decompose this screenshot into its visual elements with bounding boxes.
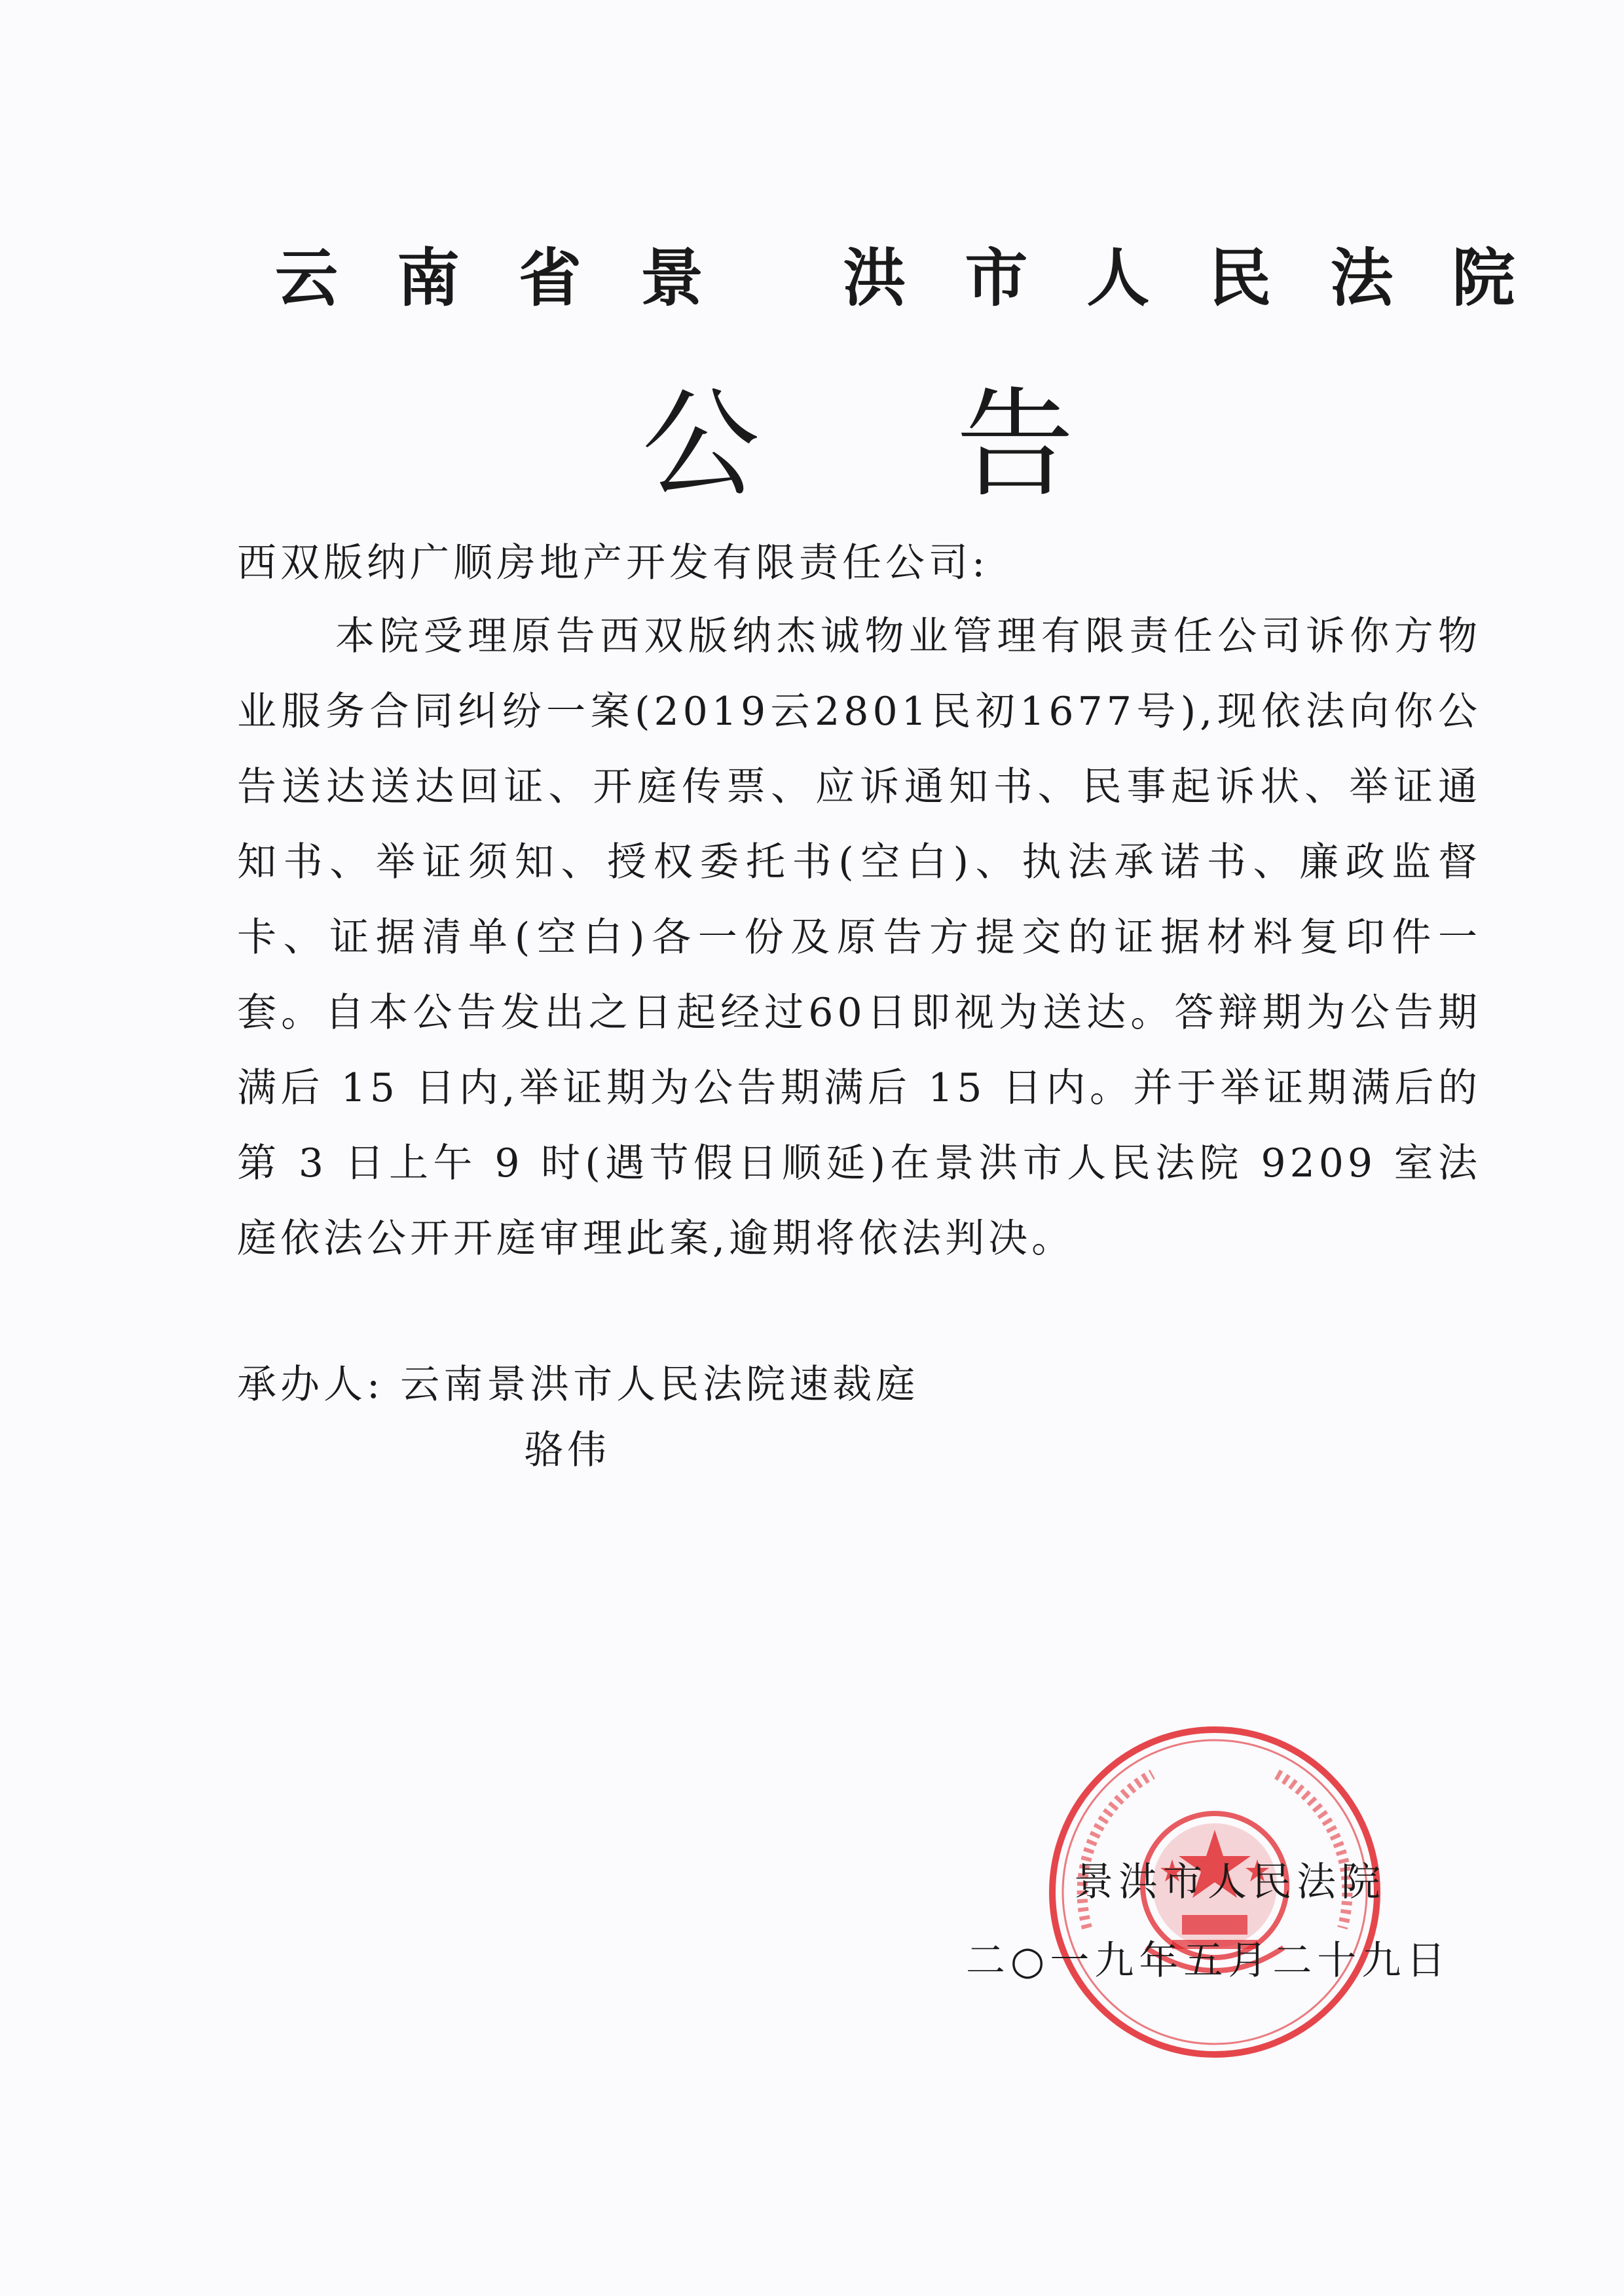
notice-body: 本院受理原告西双版纳杰诚物业管理有限责任公司诉你方物业服务合同纠纷一案(2019云2801民初1677号),现依法向你公告送达送达回证、开庭传票、应诉通知书、民事起诉状、举证通知书、举证须知、授权委托书(空白)、执法承诺书、廉政监督卡、证据清单(空白)各一份及原告方提交的证据材料复印件一套。自本公告发出之日起经过60日即视为送达。答辩期为公告期满后 15 日内,举证期为公告期满后 15 日内。并于举证期满后的第 3 日上午 9 时(遇节假日顺延)在景洪市人民法院 9209 室法庭依法公开开庭审理此案,逾期将依法判决。 xyxy=(237,613,1481,1262)
court-title: 云南省景 洪市人民法院 xyxy=(275,241,1574,315)
signature-court: 景洪市人民法院 xyxy=(1074,1859,1386,1905)
handler-label: 承办人: 云南景洪市人民法院速裁庭 xyxy=(237,1362,919,1408)
handler-name: 骆伟 xyxy=(524,1427,610,1473)
notice-title: 公告 xyxy=(642,376,1271,513)
addressee: 西双版纳广顺房地产开发有限责任公司: xyxy=(237,540,989,586)
signature-date: 二○一九年五月二十九日 xyxy=(966,1938,1451,1984)
